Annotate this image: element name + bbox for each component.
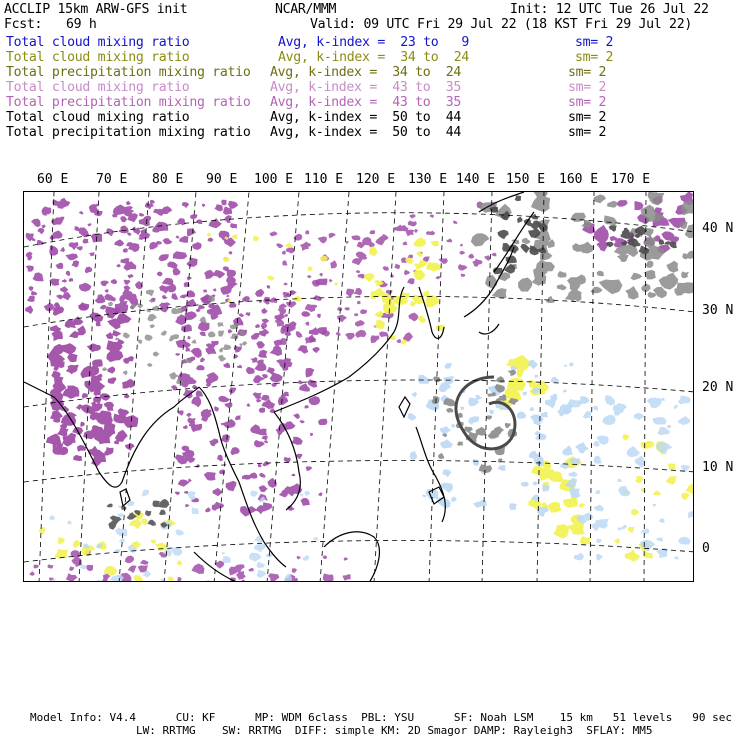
legend-field-name: Total cloud mixing ratio bbox=[6, 80, 190, 95]
southern-cloud-field bbox=[29, 550, 351, 582]
legend-k-index-range: Avg, k-index = 43 to 35 bbox=[270, 95, 461, 110]
center-name: NCAR/MMM bbox=[275, 2, 337, 17]
legend-smoothing: sm= 2 bbox=[575, 50, 614, 65]
longitude-label: 140 E bbox=[456, 172, 496, 187]
yellow-pacific-south bbox=[528, 456, 591, 544]
map-panel bbox=[23, 191, 694, 582]
longitude-label: 150 E bbox=[506, 172, 546, 187]
legend-smoothing: sm= 2 bbox=[575, 35, 614, 50]
legend-k-index-range: Avg, k-index = 50 to 44 bbox=[270, 110, 461, 125]
longitude-label: 170 E bbox=[611, 172, 651, 187]
model-title: ACCLIP 15km ARW-GFS init bbox=[4, 2, 188, 17]
legend-smoothing: sm= 2 bbox=[568, 80, 607, 95]
legend-k-index-range: Avg, k-index = 50 to 44 bbox=[270, 125, 461, 140]
longitude-label: 100 E bbox=[254, 172, 294, 187]
legend-k-index-range: Avg, k-index = 23 to 9 bbox=[278, 35, 469, 50]
longitude-label: 130 E bbox=[408, 172, 448, 187]
legend-smoothing: sm= 2 bbox=[568, 65, 607, 80]
parallel-line bbox=[24, 541, 694, 562]
legend-k-index-range: Avg, k-index = 43 to 35 bbox=[270, 80, 461, 95]
legend-field-name: Total precipitation mixing ratio bbox=[6, 125, 251, 140]
parallel-line bbox=[24, 461, 694, 482]
longitude-label: 120 E bbox=[356, 172, 396, 187]
forecast-hour: 69 h bbox=[66, 17, 97, 32]
init-time: Init: 12 UTC Tue 26 Jul 22 bbox=[510, 2, 709, 17]
indochina-cloud-field bbox=[171, 279, 328, 517]
legend-smoothing: sm= 2 bbox=[568, 95, 607, 110]
coastline bbox=[24, 382, 54, 397]
yellow-typhoon-north bbox=[498, 355, 550, 410]
latitude-label: 10 N bbox=[702, 460, 734, 475]
yellow-band-china bbox=[364, 237, 445, 344]
coastline bbox=[479, 324, 499, 334]
model-info-line-2: LW: RRTMG SW: RRTMG DIFF: simple KM: 2D Smagor DAMP: Rayleigh3 SFLAY: MM5 bbox=[30, 724, 653, 737]
latitude-label: 30 N bbox=[702, 303, 734, 318]
meridian-line bbox=[320, 192, 349, 582]
map-canvas bbox=[24, 192, 694, 582]
valid-time: Valid: 09 UTC Fri 29 Jul 22 (18 KST Fri 29 Jul 22) bbox=[310, 17, 692, 32]
legend-field-name: Total cloud mixing ratio bbox=[6, 110, 190, 125]
legend-field-name: Total cloud mixing ratio bbox=[6, 35, 190, 50]
model-info-line-1: Model Info: V4.4 CU: KF MP: WDM 6class PBL: YSU SF: Noah LSM 15 km 51 levels 90 sec bbox=[30, 711, 732, 724]
longitude-label: 90 E bbox=[206, 172, 238, 187]
meridian-line bbox=[214, 192, 249, 582]
legend-smoothing: sm= 2 bbox=[568, 125, 607, 140]
coastline bbox=[416, 427, 445, 522]
latitude-label: 0 bbox=[702, 541, 710, 556]
longitude-label: 60 E bbox=[37, 172, 69, 187]
longitude-label: 80 E bbox=[152, 172, 184, 187]
coastline bbox=[199, 387, 239, 482]
legend-smoothing: sm= 2 bbox=[568, 110, 607, 125]
legend-field-name: Total cloud mixing ratio bbox=[6, 50, 190, 65]
longitude-label: 160 E bbox=[559, 172, 599, 187]
coastline bbox=[324, 532, 379, 582]
forecast-label: Fcst: bbox=[4, 17, 43, 32]
latitude-label: 40 N bbox=[702, 221, 734, 236]
legend-field-name: Total precipitation mixing ratio bbox=[6, 95, 251, 110]
legend-k-index-range: Avg, k-index = 34 to 24 bbox=[278, 50, 469, 65]
meridian-line bbox=[374, 192, 396, 582]
coastline bbox=[399, 397, 410, 417]
legend-k-index-range: Avg, k-index = 34 to 24 bbox=[270, 65, 461, 80]
meridian-line bbox=[267, 192, 299, 582]
legend-field-name: Total precipitation mixing ratio bbox=[6, 65, 251, 80]
yellow-ocean-south bbox=[39, 511, 183, 582]
latitude-label: 20 N bbox=[702, 380, 734, 395]
longitude-label: 70 E bbox=[96, 172, 128, 187]
longitude-label: 110 E bbox=[304, 172, 344, 187]
